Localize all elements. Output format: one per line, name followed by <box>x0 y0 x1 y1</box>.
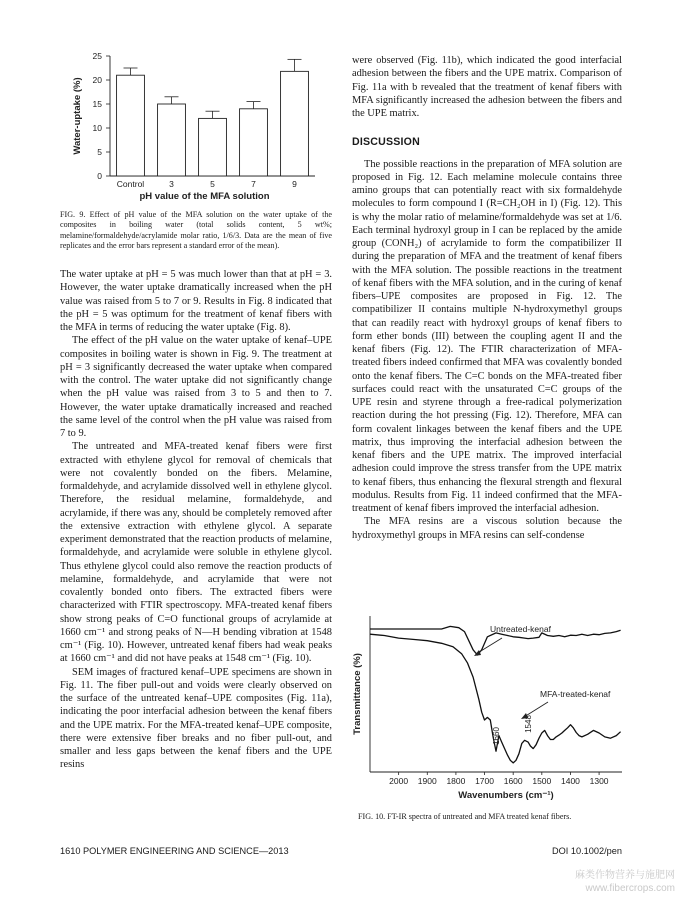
fig10-x-tick-label: 1300 <box>589 776 609 786</box>
fig9-y-tick-label: 15 <box>92 99 102 109</box>
fig9-bar <box>240 109 268 176</box>
fig10-x-tick-label: 1700 <box>475 776 495 786</box>
right-column <box>352 54 622 542</box>
fig10-peak-label-1548: 1548 <box>524 715 534 733</box>
fig10-x-tick-label: 1500 <box>532 776 552 786</box>
fig10-x-tick-label: 1900 <box>417 776 437 786</box>
fig9-bar <box>158 104 186 176</box>
fig9-x-axis-label: pH value of the MFA solution <box>139 191 270 202</box>
watermark: 麻类作物营养与施肥网 www.fibercrops.com <box>575 870 675 894</box>
fig9-x-tick-label: 7 <box>251 179 256 189</box>
fig9-x-tick-label: Control <box>116 179 145 189</box>
fig10-x-axis-label: Wavenumbers (cm⁻¹) <box>458 790 554 801</box>
fig9-y-tick-label: 5 <box>97 147 102 157</box>
left-paragraph-4: SEM images of fractured kenaf–UPE specimens are shown in Fig. 11. The fiber pull-out and voids were clearly observed on the surface of the untreated kenaf–UPE composites (Fig. 11a), indicating the poor interfacial adhesion between the kenaf fibers and the UPE matrix. For the MFA-treated kenaf–UPE composite, there were extensive fiber breaks and no fiber pull-out, and smaller and less gaps between the kenaf fibers and the UPE resins <box>60 666 332 771</box>
fig10-x-tick-label: 1600 <box>503 776 523 786</box>
fig10-ftir-chart <box>350 610 625 805</box>
fig9-x-tick-label: 5 <box>210 179 215 189</box>
fig9-x-tick-label: 3 <box>169 179 174 189</box>
left-paragraph-1: The water uptake at pH = 5 was much lower than that at pH = 3. However, the water uptake dramatically increased when the pH value was raised from 5 to 7 or 9. Results in Fig. 8 indicated that the pH = 5 was optimum for the treatment of kenaf fibers with the MFA in terms of reducing the water uptake (Fig. 8). <box>60 269 332 333</box>
fig9-caption: FIG. 9. Effect of pH value of the MFA solution on the water uptake of the composites in boiling water (total solids content, 5 wt%; melamine/formaldehyde/acrylamide molar ratio, 1/6/3. Data are the mean of five replicates and the error bars represent a standard error of the mean). <box>60 210 332 250</box>
fig10-caption: FIG. 10. FT-IR spectra of untreated and MFA treated kenaf fibers. <box>358 812 572 821</box>
right-paragraph-0: were observed (Fig. 11b), which indicated the good interfacial adhesion between the fibers and the UPE matrix. Comparison of Fig. 11a with b revealed that the treatment of kenaf fibers with MFA significantly increased the adhesion between the fibers and the UPE matrix. <box>352 55 622 119</box>
fig9-y-tick-label: 25 <box>92 51 102 61</box>
section-heading-discussion: DISCUSSION <box>352 136 420 149</box>
footer-doi: DOI 10.1002/pen <box>552 846 622 856</box>
fig10-peak-label-1660: 1660 <box>492 727 501 745</box>
fig10-arrow-mfa <box>524 702 548 717</box>
fig9-bar <box>199 118 227 176</box>
fig9-y-axis-label: Water-uptake (%) <box>72 77 83 155</box>
fig10-x-tick-label: 2000 <box>389 776 409 786</box>
fig9-y-tick-label: 0 <box>97 171 102 181</box>
fig9-y-tick-label: 20 <box>92 75 102 85</box>
fig10-arrow-untreated <box>476 638 502 654</box>
fig9-bar-chart <box>60 50 330 205</box>
left-paragraph-3: The untreated and MFA-treated kenaf fibers were first extracted with ethylene glycol for removal of chemicals that were not covalently bonded on the fibers. Melamine, formaldehyde, and acrylamide dissolved well in ethylene glycol. Therefore, the residual melamine, formaldehyde, and acrylamide, if there was any, should be completely removed after the extensive extraction with ethylene glycol. A separate experiment demonstrated that the reaction products of melamine, formaldehyde, and acrylamide were soluble in ethylene glycol. Thus ethylene glycol could also remove the reaction products of melamine, formaldehyde, and acrylamide that were not covalently bonded onto fibers. The extracted fibers were characterized with FTIR spectroscopy. MFA-treated kenaf fibers show strong peaks of C=O functional groups of acrylamide at 1660 cm⁻¹ and strong peaks of N—H bending vibration at 1548 cm⁻¹ (Fig. 10). However, untreated kenaf fibers had weak peaks at 1660 cm⁻¹ and did not have peaks at 1548 cm⁻¹ (Fig. 10). <box>60 441 332 665</box>
left-column <box>60 268 332 772</box>
fig10-x-tick-label: 1800 <box>446 776 466 786</box>
fig10-label-mfa: MFA-treated-kenaf <box>540 689 611 699</box>
left-paragraph-2: The effect of the pH value on the water uptake of kenaf–UPE composites in boiling water is shown in Fig. 9. The treatment at pH = 3 significantly decreased the water uptake when compared with the control. The water uptake did not significantly change when the pH value was raised from 3 to 5 and then to 7. However, the water uptake dramatically increased and reached the same level of the control when the pH value was raised from 7 to 9. <box>60 335 332 439</box>
fig9-x-tick-label: 9 <box>292 179 297 189</box>
fig10-label-untreated: Untreated-kenaf <box>490 624 551 634</box>
fig9-y-tick-label: 10 <box>92 123 102 133</box>
fig10-y-axis-label: Transmittance (%) <box>352 653 363 735</box>
right-paragraph-1: The possible reactions in the preparation of MFA solution are proposed in Fig. 12. Each melamine molecule contains three amino groups that can potentially react with six formaldehyde molecules to form compound I (R=CH₂OH in I) (Fig. 12). This is why the molar ratio of melamine/formaldehyde was set at 1/6. Each terminal hydroxyl group in I can be replaced by the amide group (CONH₂) of acrylamide to form the compatibilizer II during the preparation of MFA and the treatment of kenaf fibers with the MFA solution. The possible reactions in the treatment of kenaf fibers with the MFA solution, and in the curing of kenaf fibers–UPE composites are proposed in Fig. 12. The compatibilizer II contains multiple N-hydroxymethyl groups that can readily react with hydroxyl groups of kenaf fibers to form ether bonds (III) between the coupling agent II and the kenaf fibers (Fig. 12). The FTIR characterization of MFA-treated fibers indeed confirmed that MFA was covalently bonded onto the kenaf fibers. The C=C bonds on the MFA-treated fiber surfaces could react with the unsaturated C=C groups of the UPE resin and styrene through a free-radical polymerization reaction during the hot pressing (Fig. 12). Therefore, MFA can form covalent linkages between the kenaf fibers and the UPE matrix, thus improving the interfacial adhesion between the kenaf fibers and the UPE matrix. The improved interfacial adhesion could improve the stress transfer from the UPE matrix to kenaf fibers, thus enhancing the flexural strength and flexural modulus. Results from Fig. 11 indeed confirmed that the MFA-treatment of kenaf fibers improved the interfacial adhesion. <box>352 158 622 514</box>
fig10-x-tick-label: 1400 <box>560 776 580 786</box>
right-paragraph-2: The MFA resins are a viscous solution because the hydroxymethyl groups in MFA resins can self-condense <box>352 516 622 541</box>
fig9-bar <box>117 75 145 176</box>
footer-journal: 1610 POLYMER ENGINEERING AND SCIENCE—2013 <box>60 846 289 856</box>
fig9-bar <box>281 71 309 176</box>
